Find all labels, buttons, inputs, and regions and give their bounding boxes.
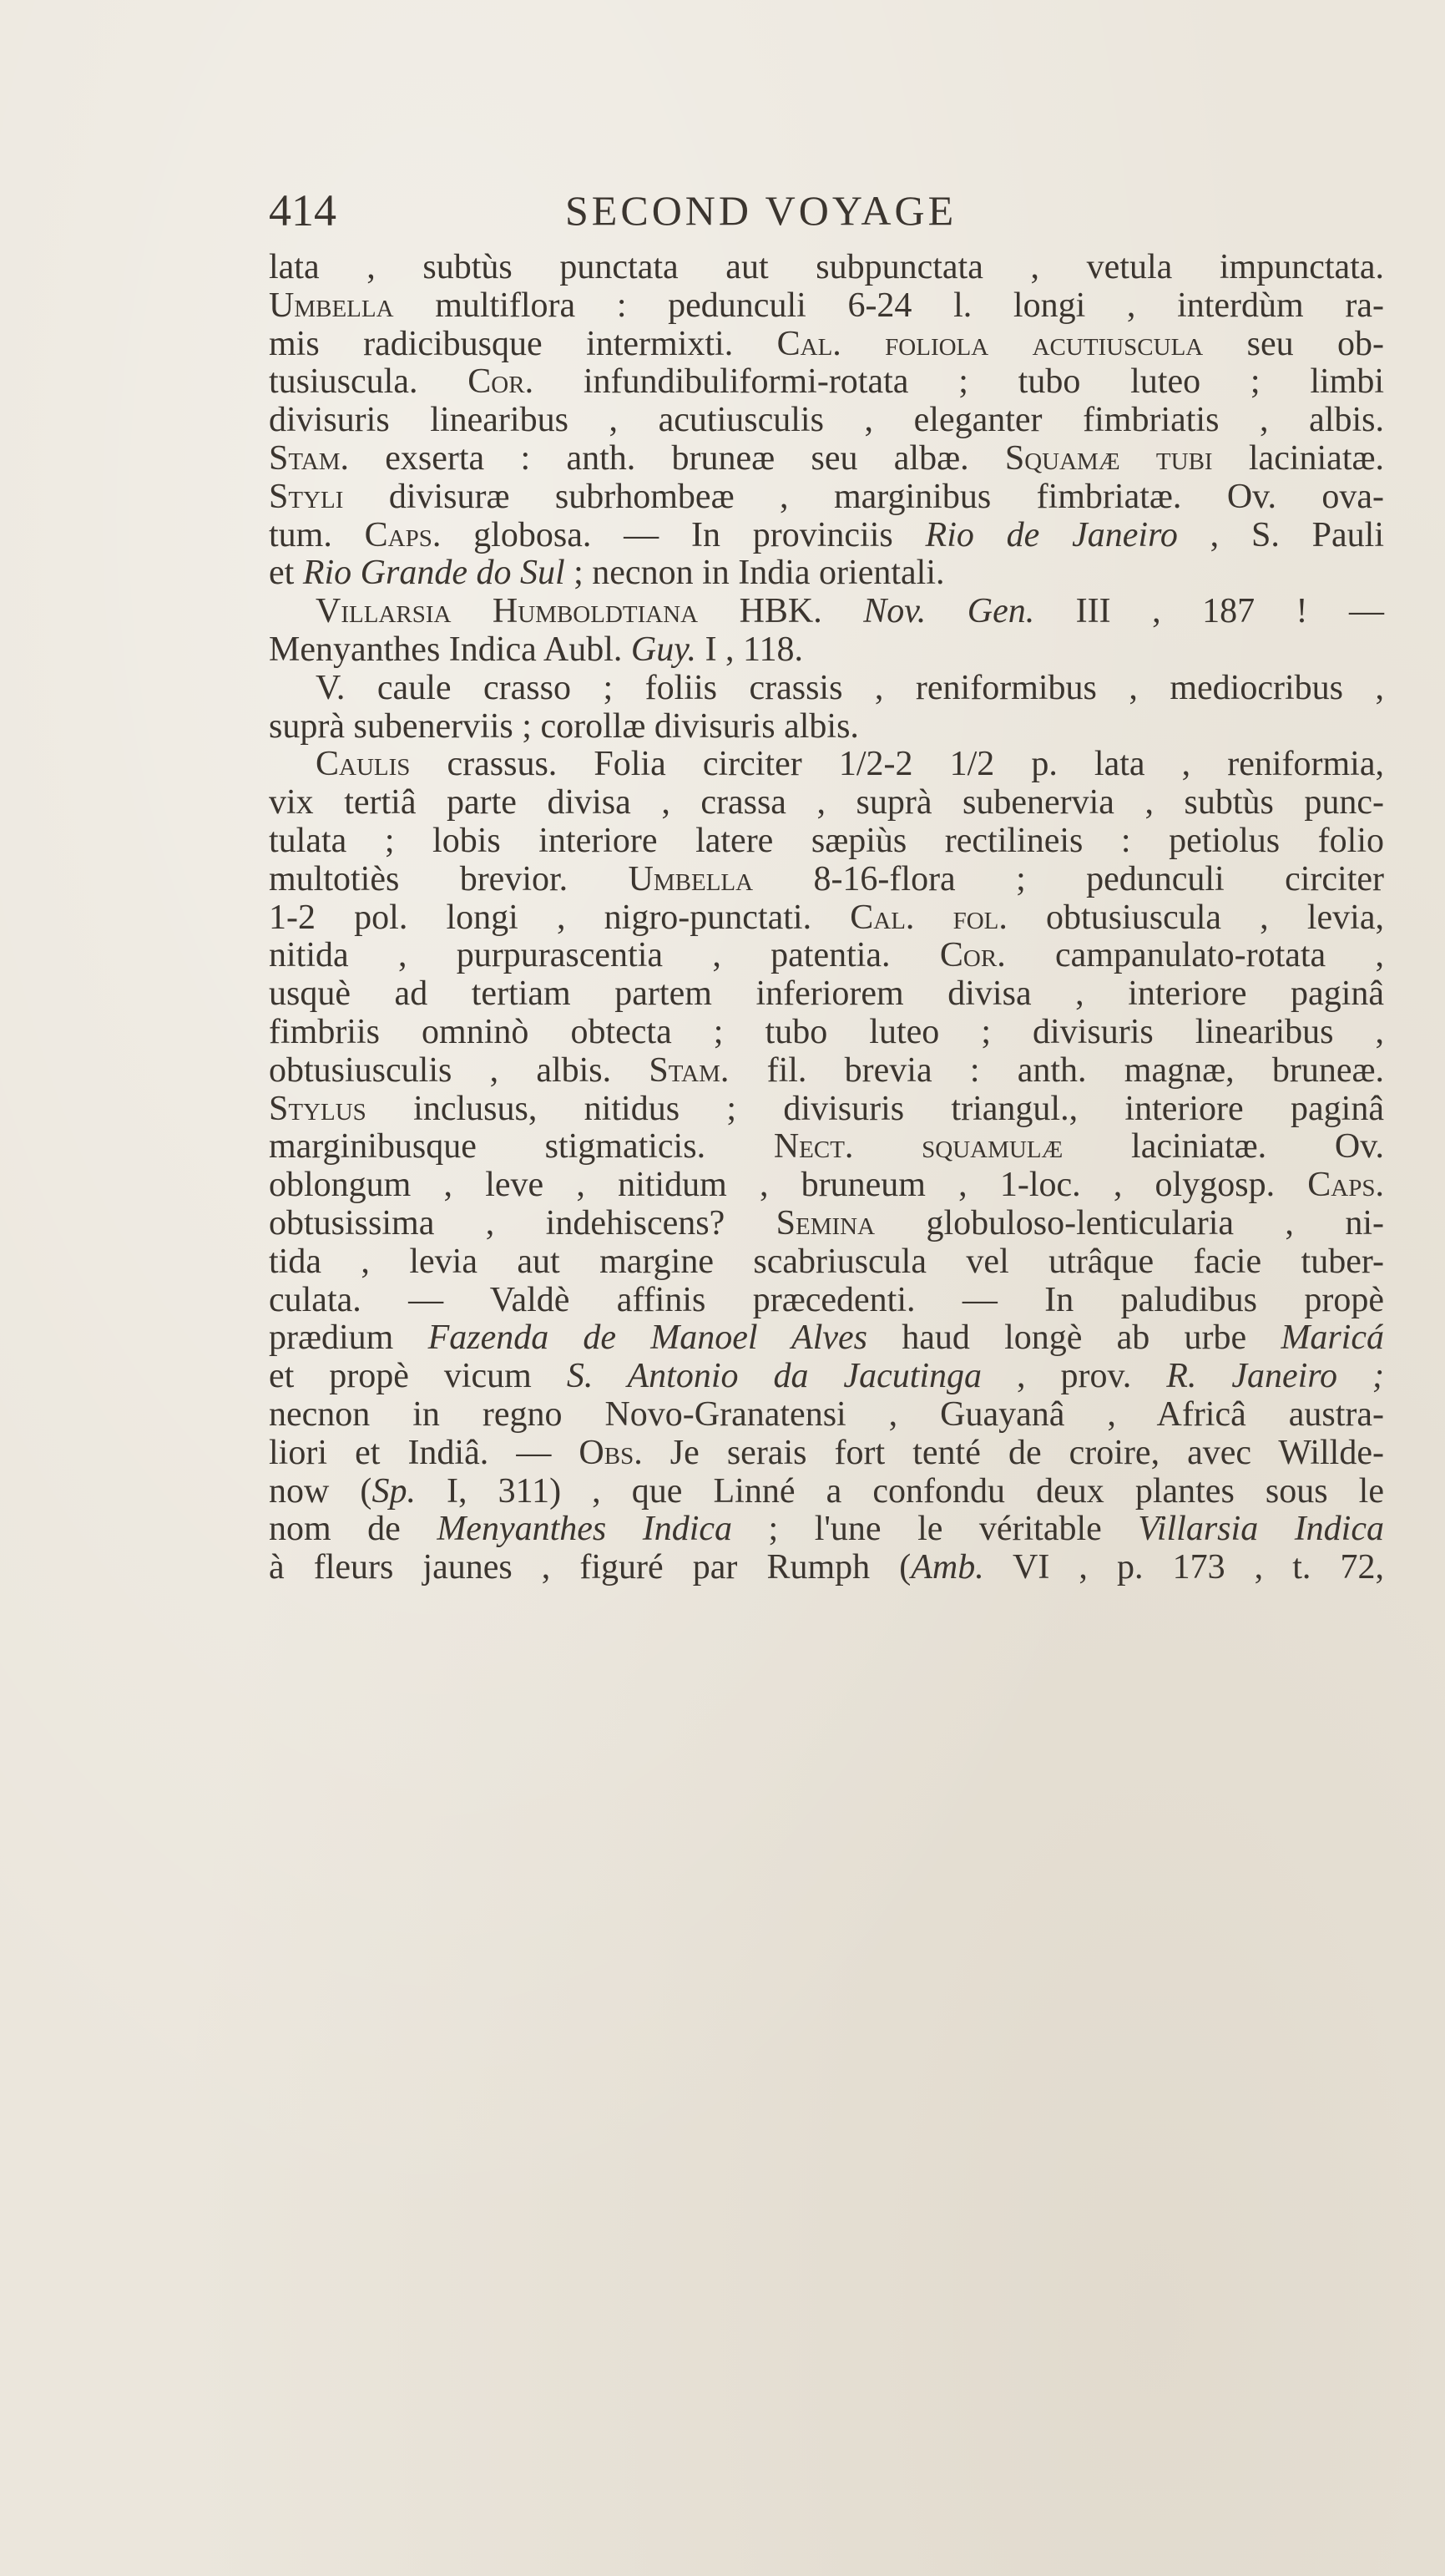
italic-text: Villarsia Indica [1138,1510,1384,1549]
text-line [269,326,1384,364]
text-segment: inclusus, nitidus ; divisuris triangul., interiore paginâ [366,1089,1384,1128]
italic-text: Nov. Gen. [863,592,1035,631]
small-caps-term: Semina [776,1203,876,1242]
italic-text: Fazenda de Manoel Alves [427,1318,867,1358]
text-line [269,861,1384,899]
text-segment: tida , levia aut margine scabriuscula vel utrâque facie tuber- [269,1242,1384,1281]
text-segment: divisuris linearibus , acutiusculis , eleganter fimbriatis , albis. [269,401,1384,440]
italic-text: Sp. [371,1471,416,1511]
text-line [269,1473,1384,1511]
text-line [269,1205,1384,1243]
text-segment: necnon in regno Novo-Granatensi , Guayanâ , Africâ austra- [269,1394,1384,1434]
text-segment: fil. brevia : anth. magnæ, bruneæ. [729,1050,1384,1090]
italic-text: R. Janeiro ; [1166,1357,1385,1396]
text-line [269,1435,1384,1473]
text-segment: VI , p. 173 , t. 72, [983,1548,1384,1587]
small-caps-term: Stylus [269,1089,366,1128]
italic-text: S. Antonio da Jacutinga [566,1357,983,1396]
text-segment: 8-16-flora ; pedunculi circiter [753,859,1384,898]
text-segment: Menyanthes Indica Aubl. [269,630,631,669]
small-caps-term: Styli [269,477,344,516]
text-line [269,784,1384,822]
small-caps-term: Stam. [649,1050,730,1090]
text-segment: obtusiuscula , levia, [1007,898,1384,937]
text-segment: multiflora : pedunculi 6-24 l. longi , interdùm ra- [393,286,1384,325]
text-line [269,937,1384,975]
italic-text: Maricá [1281,1318,1384,1358]
text-segment: laciniatæ. Ov. [1063,1127,1384,1167]
text-line [269,1358,1384,1396]
text-segment: globuloso-lenticularia , ni- [875,1203,1384,1242]
text-segment: campanulato-rotata , [1005,936,1384,975]
text-segment: mis radicibusque intermixti. [269,324,777,363]
text-line [269,517,1384,555]
italic-text: Amb. [911,1548,984,1587]
text-segment: infundibuliformi-rotata ; tubo luteo ; limbi [533,362,1384,402]
text-line [269,746,1384,784]
text-segment: now ( [269,1471,372,1511]
text-segment: tulata ; lobis interiore latere sæpiùs rectilineis : petiolus folio [269,821,1384,860]
text-segment: laciniatæ. [1212,438,1384,478]
text-line [269,1167,1384,1205]
text-line [269,1128,1384,1167]
text-line [269,554,1384,593]
text-segment: oblongum , leve , nitidum , bruneum , 1-loc. , olygosp. [269,1166,1308,1205]
text-segment: et [269,554,303,593]
italic-text: Rio Grande do Sul [302,554,565,593]
page-number: 414 [269,185,336,235]
text-segment: , S. Pauli [1177,515,1384,554]
text-line [269,478,1384,517]
text-segment: seu ob- [1203,324,1384,363]
text-segment: lata , subtùs punctata aut subpunctata , vetula impunctata. [269,248,1384,286]
text-line [269,1549,1384,1587]
text-line [269,822,1384,861]
text-segment: globosa. — In provinciis [441,515,926,554]
text-segment: HBK. [698,592,864,631]
text-line [269,899,1384,938]
body-text [269,249,1384,1587]
text-line [269,1014,1384,1052]
text-line [269,287,1384,326]
small-caps-term: Villarsia Humboldtiana [316,592,699,631]
text-line [269,440,1384,478]
text-segment: nom de [269,1510,437,1549]
text-segment: obtusissima , indehiscens? [269,1203,776,1242]
text-segment: , prov. [982,1357,1167,1396]
text-segment: culata. — Valdè affinis præcedenti. — In paludibus propè [269,1280,1384,1319]
text-segment: III , 187 ! — [1034,592,1384,631]
text-line [269,249,1384,287]
text-segment: ; l'une le véritable [732,1510,1139,1549]
text-line [269,363,1384,402]
text-segment: usquè ad tertiam partem inferiorem divisa , interiore paginâ [269,974,1384,1014]
text-segment: V. caule crasso ; foliis crassis , reniformibus , mediocribus , [316,668,1384,707]
small-caps-term: Cal. foliola acutiuscula [776,324,1204,363]
small-caps-term: Umbella [628,859,754,898]
text-line [269,975,1384,1014]
small-caps-term: Umbella [269,286,394,325]
text-segment: et propè vicum [269,1357,567,1396]
text-line [269,593,1384,631]
italic-text: Rio de Janeiro [925,515,1178,554]
text-segment: 1-2 pol. longi , nigro-punctati. [269,898,851,937]
text-segment: exserta : anth. bruneæ seu albæ. [348,438,1005,478]
italic-text: Menyanthes Indica [437,1510,733,1549]
text-segment: vix tertiâ parte divisa , crassa , suprà subenervia , subtùs punc- [269,783,1384,822]
text-segment: Je serais fort tenté de croire, avec Willde- [642,1433,1384,1472]
text-line [269,1511,1384,1549]
text-segment: prædium [269,1318,428,1358]
text-segment: liori et Indiâ. — [269,1433,579,1472]
text-segment: ; necnon in India orientali. [564,554,945,593]
text-segment: divisuræ subrhombeæ , marginibus fimbriatæ. Ov. ova- [343,477,1384,516]
text-line [269,670,1384,708]
text-segment: suprà subenerviis ; corollæ divisuris albis. [269,706,859,746]
text-segment: obtusiusculis , albis. [269,1050,649,1090]
small-caps-term: Caps. [364,515,442,554]
small-caps-term: Cor. [467,362,534,402]
text-segment: crassus. Folia circiter 1/2-2 1/2 p. lata , reniformia, [410,745,1384,784]
text-segment: haud longè ab urbe [867,1318,1281,1358]
italic-text: Guy. [630,630,697,669]
text-segment: tum. [269,515,365,554]
text-line [269,1052,1384,1091]
text-segment: I, 311) , que Linné a confondu deux plantes sous le [415,1471,1384,1511]
page-header [269,185,1116,235]
text-line [269,402,1384,440]
text-line [269,1243,1384,1282]
text-segment: fimbriis omninò obtecta ; tubo luteo ; divisuris linearibus , [269,1012,1384,1051]
text-line [269,708,1384,746]
small-caps-term: Stam. [269,438,349,478]
small-caps-term: Obs. [579,1433,643,1472]
text-segment: à fleurs jaunes , figuré par Rumph ( [269,1548,912,1587]
text-line [269,1091,1384,1129]
small-caps-term: Nect. squamulæ [773,1127,1064,1167]
running-title: SECOND VOYAGE [565,187,957,234]
text-line [269,1319,1384,1358]
small-caps-term: Caps. [1307,1166,1384,1205]
text-line [269,1396,1384,1435]
text-segment: tusiuscula. [269,362,468,402]
text-segment: nitida , purpurascentia , patentia. [269,936,940,975]
text-line [269,631,1384,670]
small-caps-term: Squamæ tubi [1004,438,1213,478]
small-caps-term: Cal. fol. [850,898,1008,937]
text-segment: marginibusque stigmaticis. [269,1127,774,1167]
small-caps-term: Caulis [316,745,411,784]
text-segment: multotiès brevior. [269,859,629,898]
text-segment: I , 118. [696,630,803,669]
text-line [269,1282,1384,1320]
small-caps-term: Cor. [939,936,1006,975]
